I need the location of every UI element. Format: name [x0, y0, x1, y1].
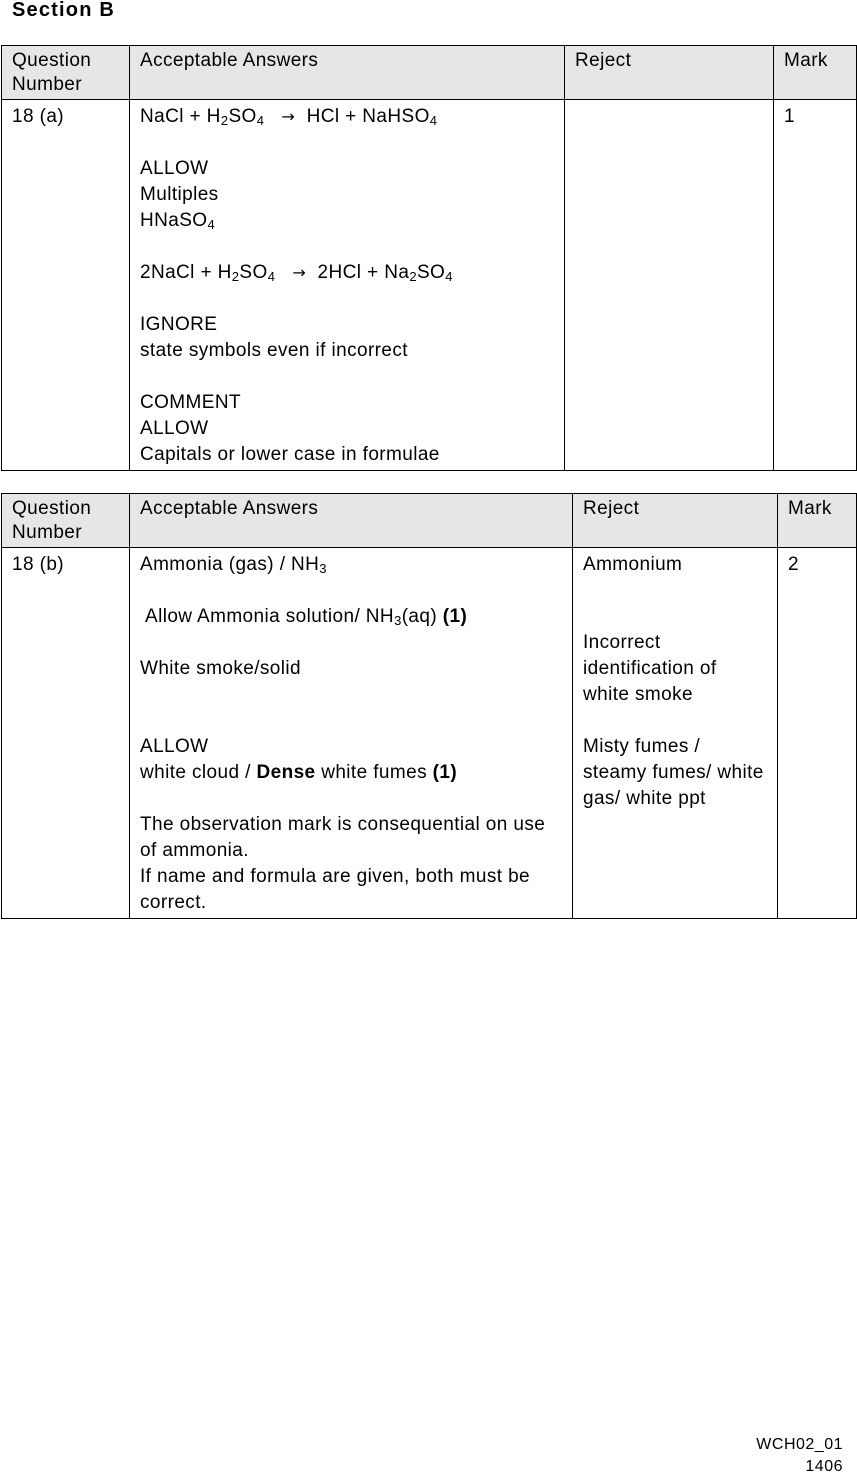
table-row [2, 100, 857, 471]
name-formula-note: If name and formula are given, both must be correct. [140, 866, 531, 913]
multiples-text: Multiples [140, 184, 219, 205]
mark-scheme-table-18b [1, 493, 857, 919]
allow-label: ALLOW [140, 736, 209, 757]
reject-cell [573, 548, 778, 919]
allow-ammonia-solution: Allow Ammonia solution/ $NH_3(aq)$ (1) [145, 606, 468, 628]
mark-cell: 1 [774, 100, 857, 471]
header-acceptable-answers: Acceptable Answers [130, 494, 573, 548]
comment-label: COMMENT [140, 392, 241, 413]
ignore-text: state symbols even if incorrect [140, 340, 408, 361]
question-number: 18 (a) [2, 100, 130, 471]
allow-label-2: ALLOW [140, 418, 209, 439]
allow-label: ALLOW [140, 158, 209, 179]
header-reject: Reject [573, 494, 778, 548]
header-mark: Mark [774, 46, 857, 100]
white-cloud-answer: white cloud / Dense white fumes (1) [140, 762, 458, 783]
table-row [2, 548, 857, 919]
alt-formula: HNaSO$_4$ [140, 210, 216, 232]
reject-ammonium: Ammonium [583, 554, 683, 575]
header-reject: Reject [565, 46, 774, 100]
header-question-number: Question Number [2, 46, 130, 100]
mark-scheme-table-18a [1, 45, 857, 471]
table-header-row [2, 46, 857, 100]
exam-date: 1406 [805, 1458, 843, 1475]
arrow-icon: → [292, 263, 307, 282]
section-title: Section B [12, 0, 116, 21]
mark-award: (1) [432, 762, 458, 783]
ammonia-answer: Ammonia $(gas) / NH_3$ [140, 554, 327, 576]
header-mark: Mark [778, 494, 857, 548]
acceptable-answers-cell [130, 548, 573, 919]
arrow-icon: → [281, 107, 296, 126]
equation-2: 2NaCl + $H_2SO_4$ → $2HCl + Na_2SO_4$ [140, 262, 453, 284]
reject-incorrect-identification: Incorrect identification of white smoke [583, 632, 717, 705]
ignore-label: IGNORE [140, 314, 218, 335]
table-header-row [2, 494, 857, 548]
equation-1: NaCl + $H_2SO_4$ → HCl + NaHSO$_4$ [140, 106, 438, 128]
reject-cell [565, 100, 774, 471]
question-number: 18 (b) [2, 548, 130, 919]
allow-text-2: Capitals or lower case in formulae [140, 444, 440, 465]
page-footer [756, 1434, 843, 1478]
mark-award: (1) [442, 606, 468, 627]
observation-note: The observation mark is consequential on use of ammonia. [140, 814, 546, 861]
header-question-number: Question Number [2, 494, 130, 548]
white-smoke-answer: White smoke/solid [140, 658, 301, 679]
mark-cell: 2 [778, 548, 857, 919]
reject-misty-fumes: Misty fumes / steamy fumes/ white gas/ white ppt [583, 736, 764, 809]
acceptable-answers-cell [130, 100, 565, 471]
header-acceptable-answers: Acceptable Answers [130, 46, 565, 100]
paper-code: WCH02_01 [756, 1436, 843, 1453]
